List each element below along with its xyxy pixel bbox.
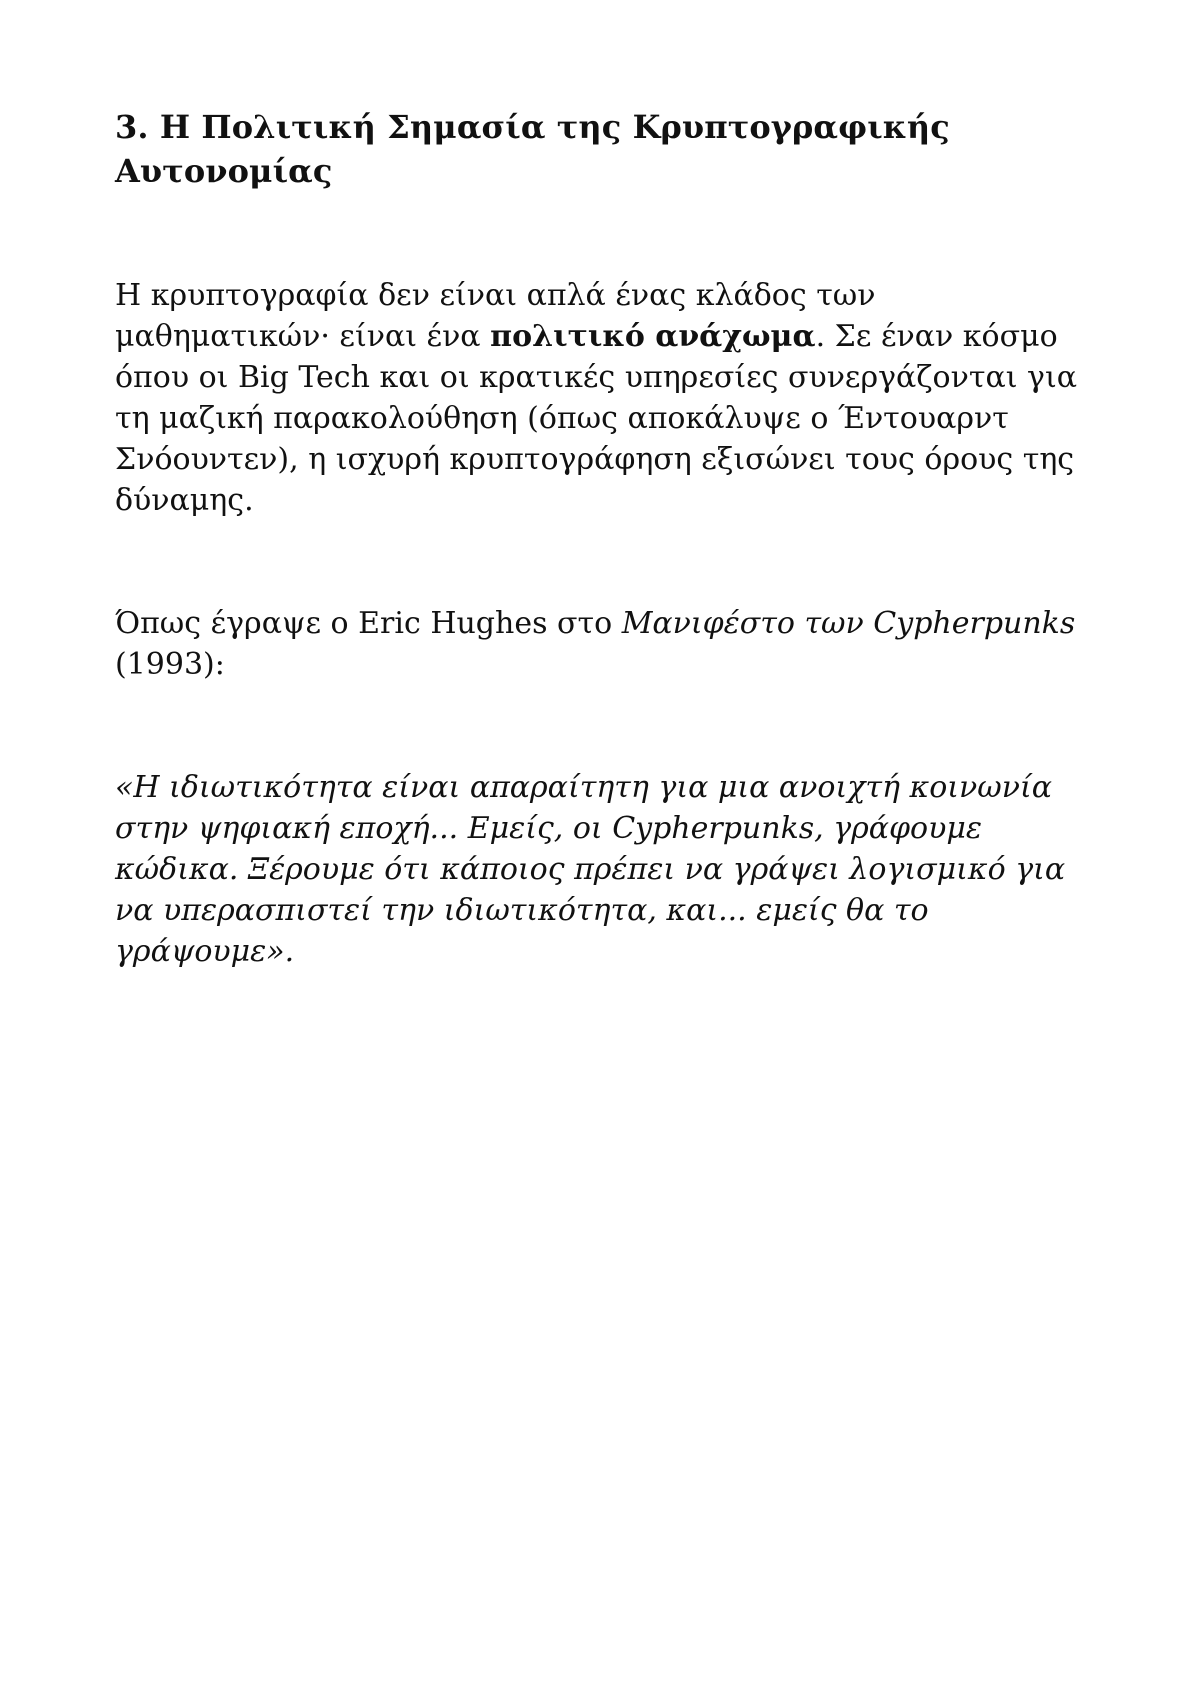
paragraph-cryptography-politics <box>115 275 1095 521</box>
paragraph-text: Όπως έγραψε ο Eric Hughes στο <box>115 606 622 641</box>
bold-phrase: πολιτικό ανάχωμα <box>490 319 816 354</box>
section-heading: 3. Η Πολιτική Σημασία της Κρυπτογραφικής Αυτονομίας <box>115 108 950 190</box>
manifesto-quote: «Η ιδιωτικότητα είναι απαραίτητη για μια ανοιχτή κοινωνία στην ψηφιακή εποχή... Εμείς, οι Cypherpunks, γράφουμε κώδικα. Ξέρουμε ότι κάποιος πρέπει να γράψει λογισμικό για να υπερασπιστεί την ιδιωτικότητα, και... εμείς θα το γράψουμε». <box>115 770 1066 969</box>
document-page <box>115 105 1095 972</box>
paragraph-text: Η κρυπτογραφία δεν είναι απλά ένας κλάδος των μαθηματικών· είναι ένα <box>115 278 876 354</box>
paragraph-hughes-intro <box>115 603 1095 685</box>
manifesto-title: Μανιφέστο των Cypherpunks <box>621 606 1076 641</box>
paragraph-text: . Σε έναν κόσμο όπου οι Big Tech και οι κρατικές υπηρεσίες συνεργάζονται για τη μαζική παρακολούθηση (όπως αποκάλυψε ο Έντουαρντ Σνόουντεν), η ισχυρή κρυπτογράφηση εξισώνει τους όρους της δύναμης. <box>115 319 1077 518</box>
paragraph-text: (1993): <box>115 647 225 682</box>
